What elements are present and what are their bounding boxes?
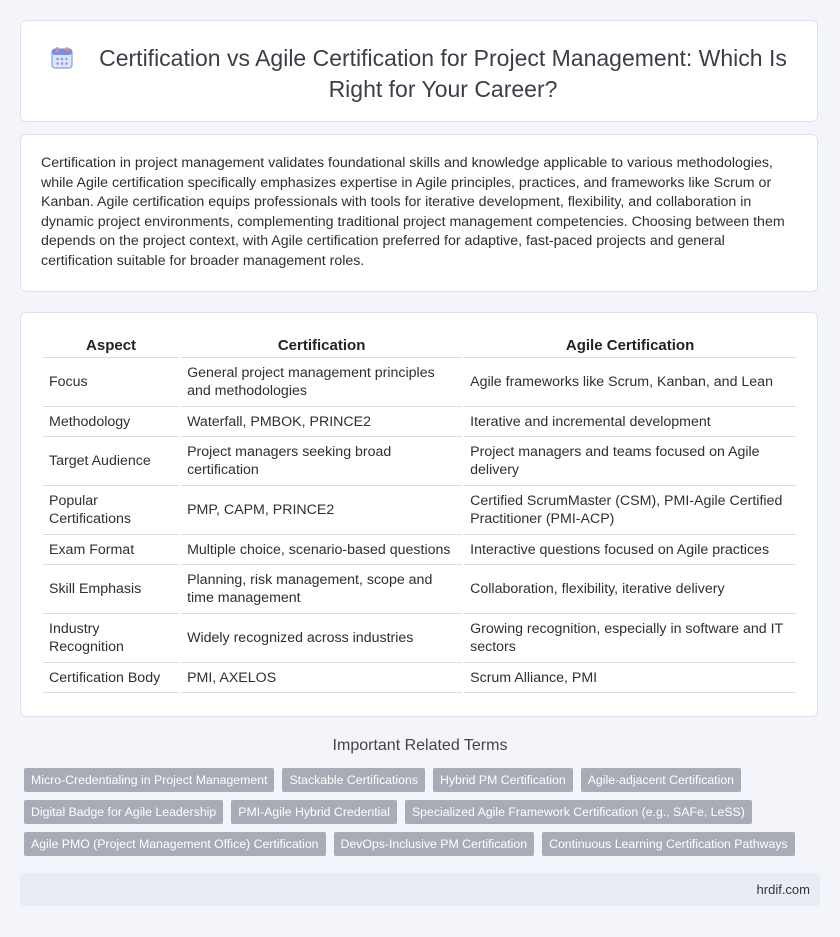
table-row	[43, 437, 796, 486]
table-row	[43, 663, 796, 693]
cell-agile: Interactive questions focused on Agile practices	[464, 535, 796, 565]
tag-agile-pmo[interactable]: Agile PMO (Project Management Office) Certification	[24, 832, 326, 856]
cell-aspect: Focus	[43, 358, 179, 407]
table-header-row	[43, 331, 796, 358]
cell-certification: PMP, CAPM, PRINCE2	[181, 486, 462, 535]
title-row	[49, 43, 797, 105]
cell-agile: Certified ScrumMaster (CSM), PMI-Agile Certified Practitioner (PMI-ACP)	[464, 486, 796, 535]
cell-certification: General project management principles and methodologies	[181, 358, 462, 407]
calendar-icon	[49, 45, 75, 71]
cell-agile: Agile frameworks like Scrum, Kanban, and Lean	[464, 358, 796, 407]
cell-certification: PMI, AXELOS	[181, 663, 462, 693]
tag-devops-inclusive[interactable]: DevOps-Inclusive PM Certification	[334, 832, 535, 856]
header-card	[20, 20, 818, 122]
cell-certification: Waterfall, PMBOK, PRINCE2	[181, 407, 462, 437]
intro-paragraph: Certification in project management validates foundational skills and knowledge applicable to various methodologies, while Agile certification specifically emphasizes expertise in Agile principles, practices, and frameworks like Scrum or Kanban. Agile certification equips professionals with tools for iterative development, flexibility, and collaboration in dynamic project environments, complementing traditional project management competencies. Choosing between them depends on the project context, with Agile certification preferred for adaptive, fast-paced projects and general certification suitable for broader management roles.	[41, 155, 785, 269]
table-row	[43, 565, 796, 614]
related-terms-section	[20, 736, 820, 856]
related-terms-tags	[20, 768, 820, 856]
table-row	[43, 358, 796, 407]
header-agile-certification: Agile Certification	[464, 331, 796, 358]
tag-digital-badge[interactable]: Digital Badge for Agile Leadership	[24, 800, 223, 824]
header-certification: Certification	[181, 331, 462, 358]
cell-aspect: Methodology	[43, 407, 179, 437]
cell-aspect: Exam Format	[43, 535, 179, 565]
cell-agile: Collaboration, flexibility, iterative delivery	[464, 565, 796, 614]
tag-micro-credentialing[interactable]: Micro-Credentialing in Project Management	[24, 768, 274, 792]
tag-hybrid-pm-certification[interactable]: Hybrid PM Certification	[433, 768, 573, 792]
cell-aspect: Certification Body	[43, 663, 179, 693]
comparison-table	[41, 331, 798, 693]
cell-certification: Planning, risk management, scope and time management	[181, 565, 462, 614]
cell-aspect: Popular Certifications	[43, 486, 179, 535]
footer	[20, 873, 820, 906]
footer-site-link[interactable]: hrdif.com	[756, 882, 810, 897]
cell-aspect: Skill Emphasis	[43, 565, 179, 614]
tag-agile-adjacent-certification[interactable]: Agile-adjacent Certification	[581, 768, 741, 792]
table-row	[43, 535, 796, 565]
cell-agile: Project managers and teams focused on Agile delivery	[464, 437, 796, 486]
cell-aspect: Target Audience	[43, 437, 179, 486]
page-title: Certification vs Agile Certification for Project Management: Which Is Right for Your Career?	[99, 45, 787, 102]
header-aspect: Aspect	[43, 331, 179, 358]
tag-specialized-agile-framework[interactable]: Specialized Agile Framework Certification (e.g., SAFe, LeSS)	[405, 800, 752, 824]
tag-pmi-agile-hybrid[interactable]: PMI-Agile Hybrid Credential	[231, 800, 397, 824]
related-terms-title: Important Related Terms	[332, 737, 508, 754]
table-row	[43, 614, 796, 663]
cell-aspect: Industry Recognition	[43, 614, 179, 663]
tag-stackable-certifications[interactable]: Stackable Certifications	[282, 768, 425, 792]
tag-continuous-learning[interactable]: Continuous Learning Certification Pathways	[542, 832, 795, 856]
cell-certification: Project managers seeking broad certification	[181, 437, 462, 486]
cell-certification: Widely recognized across industries	[181, 614, 462, 663]
cell-agile: Iterative and incremental development	[464, 407, 796, 437]
comparison-card	[20, 312, 818, 717]
intro-card	[20, 134, 818, 292]
table-row	[43, 407, 796, 437]
table-row	[43, 486, 796, 535]
cell-certification: Multiple choice, scenario-based questions	[181, 535, 462, 565]
cell-agile: Scrum Alliance, PMI	[464, 663, 796, 693]
cell-agile: Growing recognition, especially in software and IT sectors	[464, 614, 796, 663]
